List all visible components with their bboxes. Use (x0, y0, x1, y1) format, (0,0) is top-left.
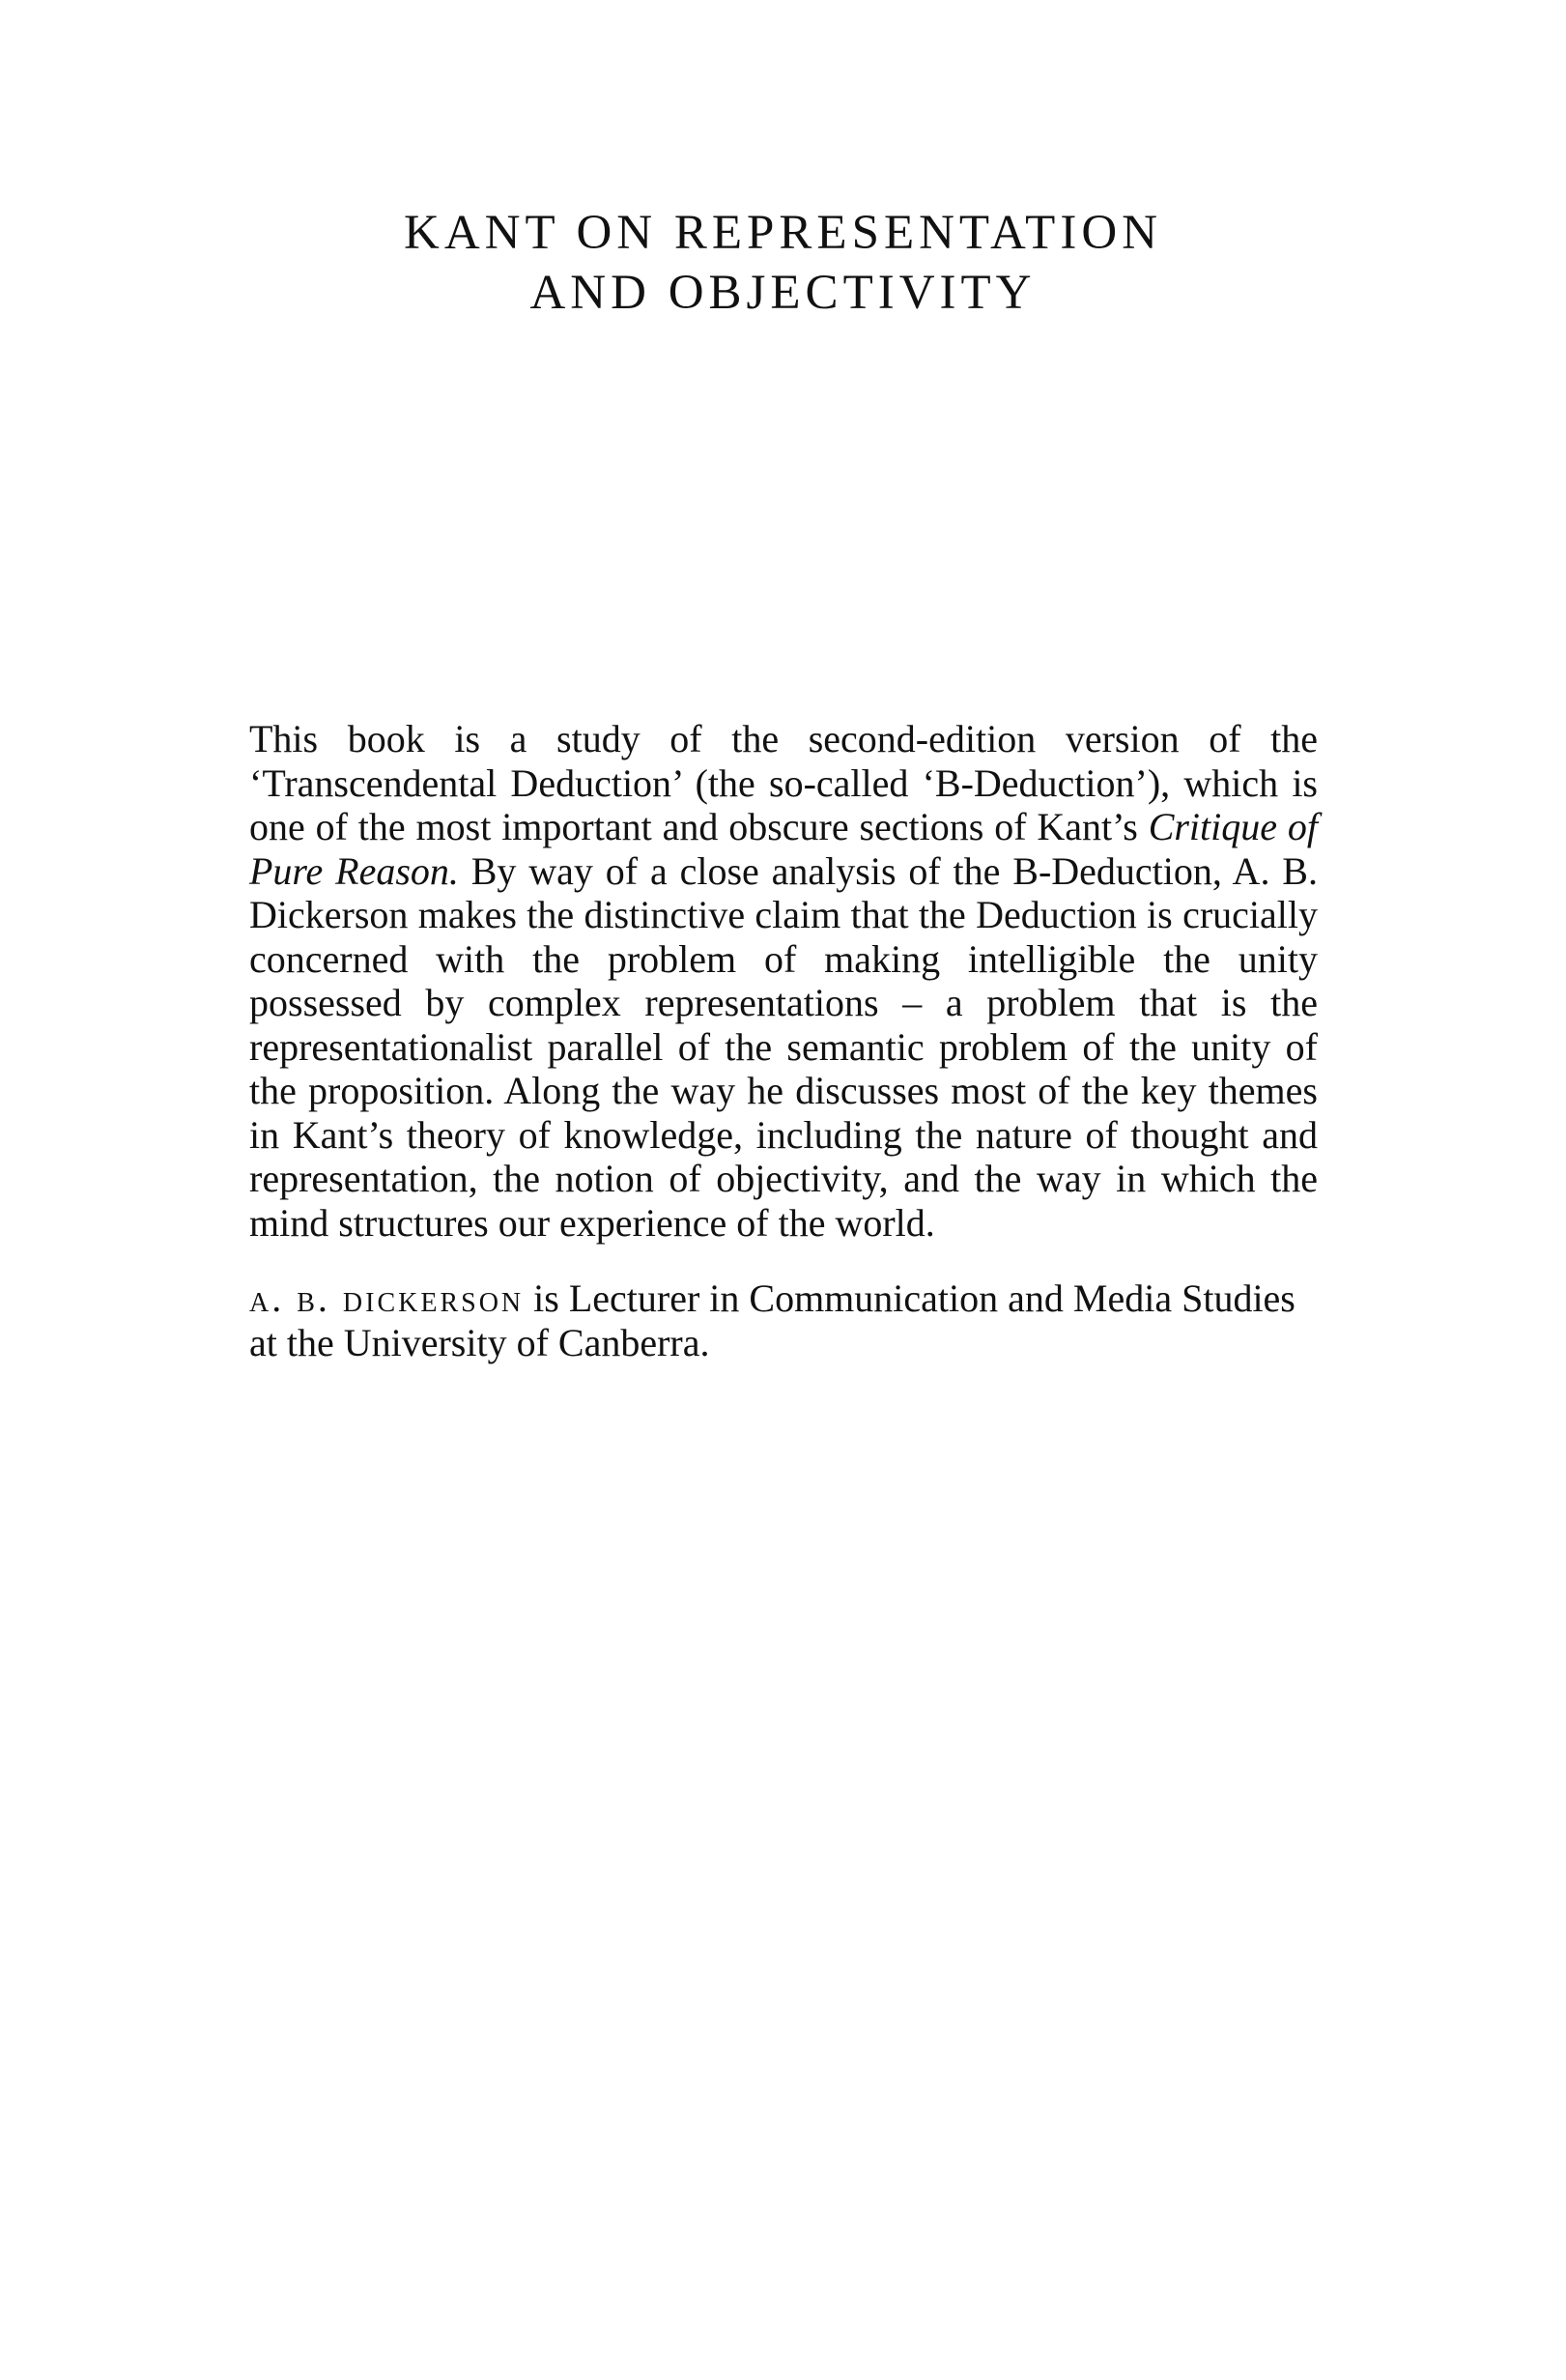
book-blurb-paragraph (249, 717, 1318, 1245)
book-title (0, 203, 1566, 323)
author-bio-paragraph (249, 1276, 1318, 1364)
description-area (249, 717, 1318, 1364)
book-title-line-1: KANT ON REPRESENTATION (404, 206, 1162, 260)
book-title-line-2: AND OBJECTIVITY (529, 266, 1037, 320)
author-description: is Lecturer in Communication and Media Studies at the University of Canberra. (249, 1276, 1296, 1364)
author-name: a. b. dickerson (249, 1276, 525, 1320)
critique-title-italic: Critique of Pure Reason. (249, 805, 1319, 893)
blurb-text-start: This book is a study of the second-edition version of the ‘Transcendental Deduction’ (the so-called ‘B-Deduction’), which is one of the most important and obscure sections of Kant’s (249, 717, 1318, 848)
blurb-text-end: By way of a close analysis of the B-Deduction, A. B. Dickerson makes the distinctive claim that the Deduction is crucially concerned with the problem of making intelligible the unity possessed by complex representations – a problem that is the representationalist parallel of the semantic problem of the unity of the proposition. Along the way he discusses most of the key themes in Kant’s theory of knowledge, including the nature of thought and representation, the notion of objectivity, and the way in which the mind structures our experience of the world. (249, 848, 1318, 1245)
